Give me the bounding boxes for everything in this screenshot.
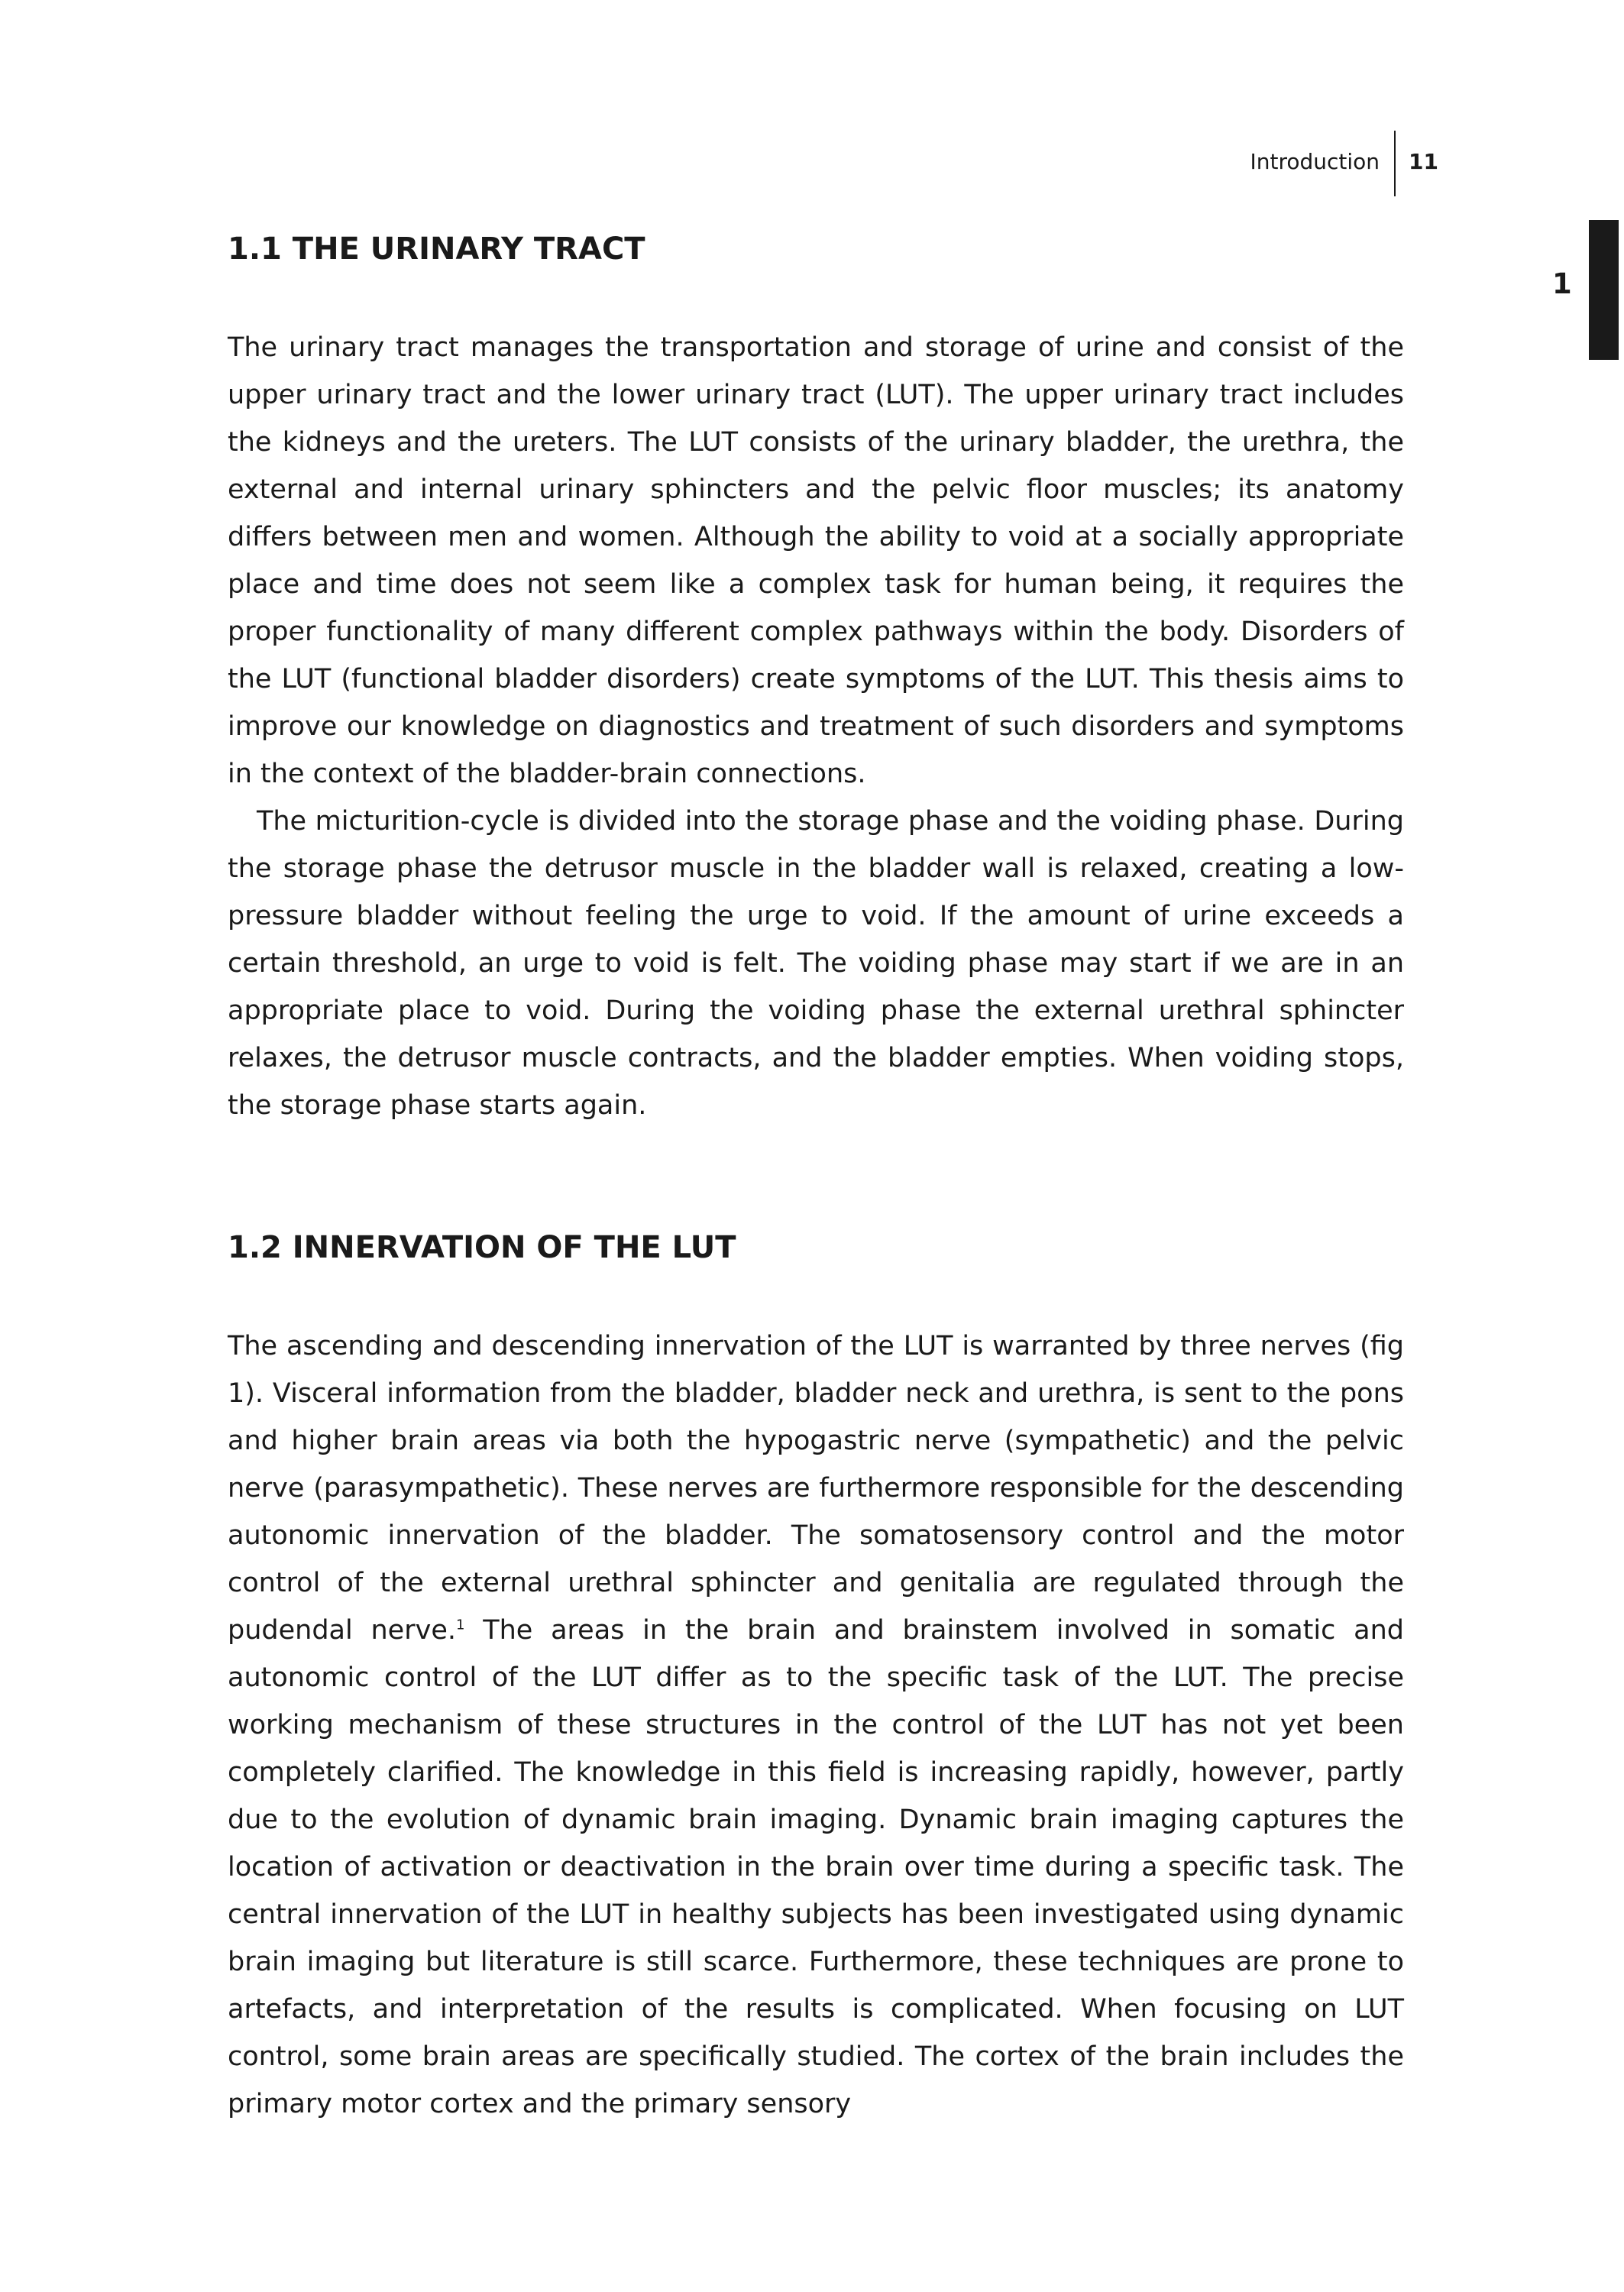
body-paragraph <box>228 1322 1404 2128</box>
body-paragraph: The micturition-cycle is divided into the storage phase and the voiding phase. During the storage phase the detrusor muscle in the bladder wall is relaxed, creating a low-pressure bladder without feeling the urge to void. If the amount of urine exceeds a certain threshold, an urge to void is felt. The voiding phase may start if we are in an appropriate place to void. During the voiding phase the external urethral sphincter relaxes, the detrusor muscle contracts, and the bladder empties. When voiding stops, the storage phase starts again. <box>228 806 1404 1121</box>
section-heading: 1.2 INNERVATION OF THE LUT <box>228 1230 736 1265</box>
section-urinary-tract <box>228 226 1404 1129</box>
chapter-tab-bar <box>1589 220 1619 360</box>
section-innervation <box>228 1225 1404 2128</box>
section-heading: 1.1 THE URINARY TRACT <box>228 231 645 267</box>
page-body <box>228 226 1404 2128</box>
reference-superscript[interactable]: 1 <box>455 1617 465 1633</box>
running-title: Introduction <box>1250 148 1380 174</box>
paragraph-text: The areas in the brain and brainstem involved in somatic and autonomic control of the LUT differ as to the specific task of the LUT. The precise working mechanism of these structures in the control of the LUT has not yet been completely clarified. The knowledge in this field is increasing rapidly, however, partly due to the evolution of dynamic brain imaging. Dynamic brain imaging captures the location of activation or deactivation in the brain over time during a specific task. The central innervation of the LUT in healthy subjects has been investigated using dynamic brain imaging but literature is still scarce. Furthermore, these techniques are prone to artefacts, and interpretation of the results is complicated. When focusing on LUT control, some brain areas are specifically studied. The cortex of the brain includes the primary motor cortex and the primary sensory <box>228 1615 1404 2119</box>
page-number: 11 <box>1409 148 1438 174</box>
paragraph-text: The ascending and descending innervation of the LUT is warranted by three nerves (fig 1). Visceral information from the bladder, bladder neck and urethra, is sent to the pons and higher brain areas via both the hypogastric nerve (sympathetic) and the pelvic nerve (parasympathetic). These nerves are furthermore responsible for the descending autonomic innervation of the bladder. The somatosensory control and the motor control of the external urethral sphincter and genitalia are regulated through the pudendal nerve. <box>228 1331 1404 1646</box>
running-header <box>1250 136 1438 186</box>
body-paragraph: The urinary tract manages the transportation and storage of urine and consist of the upper urinary tract and the lower urinary tract (LUT). The upper urinary tract includes the kidneys and the ureters. The LUT consists of the urinary bladder, the urethra, the external and internal urinary sphincters and the pelvic floor muscles; its anatomy differs between men and women. Although the ability to void at a socially appropriate place and time does not seem like a complex task for human being, it requires the proper functionality of many different complex pathways within the body. Disorders of the LUT (functional bladder disorders) create symptoms of the LUT. This thesis aims to improve our knowledge on diagnostics and treatment of such disorders and symptoms in the context of the bladder-brain connections. <box>228 332 1404 789</box>
chapter-tab-number: 1 <box>1552 267 1572 300</box>
